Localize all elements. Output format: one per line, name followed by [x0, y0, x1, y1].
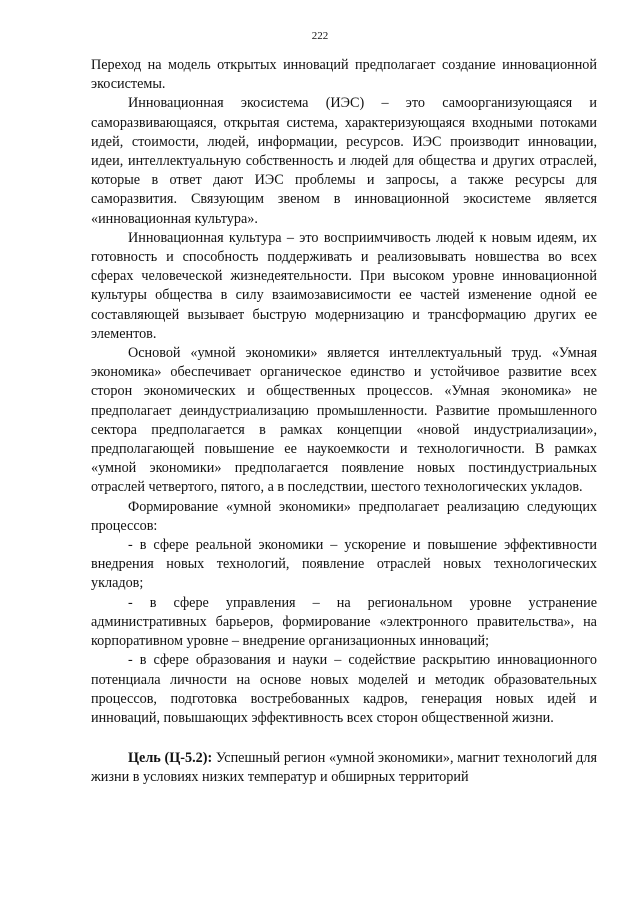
goal-statement: [91, 749, 597, 787]
goal-label: Цель (Ц-5.2):: [128, 750, 213, 767]
paragraph-innovation-ecosystem: Инновационная экосистема (ИЭС) – это самоорганизующаяся и саморазвивающаяся, открытая система, характеризующаяся входными потоками идей, стоимости, людей, информации, ресурсов. ИЭС производит инновации, идеи, интеллектуальную собственность и людей для общества и других отраслей, которые в ответ дают ИЭС проблемы и запросы, а также ресурсы для саморазвития. Связующим звеном в инновационной экосистеме является «инновационная культура».: [91, 95, 597, 227]
paragraph-smart-economy: Основой «умной экономики» является интеллектуальный труд. «Умная экономика» обеспечивает органическое единство и устойчивое развитие всех сторон экономических и общественных процессов. «Умная экономика» не предполагает деиндустриализацию промышленности. Развитие промышленного сектора предполагается в рамках концепции «новой индустриализации», предполагающей повышение ее наукоемкости и технологичности. В рамках «умной экономики» предполагается появление новых постиндустриальных отраслей четвертого, пятого, а в последствии, шестого технологических укладов.: [91, 345, 597, 496]
paragraph-open-innovation: Переход на модель открытых инноваций предполагает создание инновационной экосистемы.: [91, 57, 597, 93]
paragraph-processes-intro: Формирование «умной экономики» предполагает реализацию следующих процессов:: [91, 498, 597, 534]
list-item-education-science: - в сфере образования и науки – содействие раскрытию инновационного потенциала личности на основе новых моделей и методик образовательных процессов, подготовка востребованных кадров, генерация новых идей и инноваций, повышающих эффективность всех сторон общественной жизни.: [91, 652, 597, 726]
goal-text: Успешный регион «умной экономики», магнит технологий для жизни в условиях низких температур и обширных территорий: [91, 750, 597, 786]
list-item-management: - в сфере управления – на региональном уровне устранение административных барьеров, формирование «электронного правительства», на корпоративном уровне – внедрение организационных инноваций;: [91, 594, 597, 650]
paragraph-innovation-culture: Инновационная культура – это восприимчивость людей к новым идеям, их готовность и способность поддерживать и реализовывать новшества во всех сферах человеческой жизнедеятельности. При высоком уровне инновационной культуры общества в силу взаимозависимости ее частей изменение одной ее составляющей вызывает быструю модернизацию и трансформацию других ее элементов.: [91, 229, 597, 342]
page-body: [91, 56, 597, 788]
list-item-real-economy: - в сфере реальной экономики – ускорение и повышение эффективности внедрения новых технологий, появление отраслей новых технологических укладов;: [91, 537, 597, 592]
page-number: 222: [311, 30, 329, 42]
